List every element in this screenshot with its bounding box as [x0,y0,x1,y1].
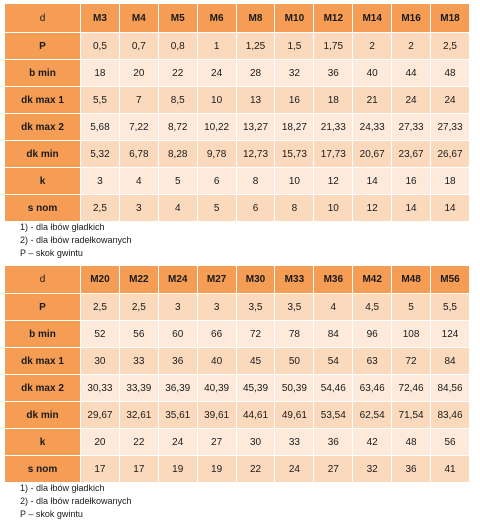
size-header: M36 [314,266,353,294]
table-cell: 53,54 [314,402,353,429]
table-cell: 96 [353,321,392,348]
table-row [5,402,470,429]
table-row [5,348,470,375]
table-cell: 54 [314,348,353,375]
table-cell: 52 [81,321,120,348]
table-cell: 24 [392,87,431,114]
footnote: 1) - dla łbów gładkich [20,483,105,493]
table-cell: 48 [392,429,431,456]
table-cell: 18,27 [275,114,314,141]
table-cell: 40,39 [197,375,236,402]
table-cell: 8,5 [158,87,197,114]
table-cell: 36 [158,348,197,375]
size-header: M18 [431,4,470,33]
row-label: s nom [5,195,81,222]
table-cell: 36 [314,429,353,456]
table-cell: 2,5 [119,294,158,321]
table-cell: 8 [275,195,314,222]
table-cell: 24 [275,456,314,483]
table-cell: 0,7 [119,33,158,60]
table-cell: 2,5 [81,294,120,321]
table-cell: 56 [119,321,158,348]
table-cell: 5,5 [431,294,470,321]
table-cell: 7 [119,87,158,114]
table-row [5,456,470,483]
size-header: M3 [81,4,120,33]
table-cell: 10 [197,87,236,114]
table-cell: 1,75 [314,33,353,60]
size-header: M8 [236,4,275,33]
table-cell: 5 [197,195,236,222]
footnote: 2) - dla łbów radełkowanych [20,496,132,506]
table-cell: 60 [158,321,197,348]
size-header: M6 [197,4,236,33]
table-cell: 32 [353,456,392,483]
table-cell: 63 [353,348,392,375]
table-cell: 5 [392,294,431,321]
table-cell: 20,67 [353,141,392,168]
table-cell: 36,39 [158,375,197,402]
table-cell: 22 [158,60,197,87]
table-cell: 27 [314,456,353,483]
table-cell: 36 [392,456,431,483]
column-header-d: d [5,266,81,294]
table-cell: 3,5 [275,294,314,321]
table-cell: 20 [81,429,120,456]
table-cell: 8 [236,168,275,195]
footnote: P – skok gwintu [20,509,83,519]
table-cell: 15,73 [275,141,314,168]
table-cell: 18 [81,60,120,87]
table-cell: 26,67 [431,141,470,168]
table-cell: 27 [197,429,236,456]
table-cell: 3,5 [236,294,275,321]
table-cell: 63,46 [353,375,392,402]
table-cell: 45,39 [236,375,275,402]
dimension-table-m3-m18 [4,3,470,222]
table-cell: 32,61 [119,402,158,429]
row-label: dk max 1 [5,348,81,375]
table-cell: 1 [197,33,236,60]
table-cell: 16 [392,168,431,195]
table-cell: 12,73 [236,141,275,168]
table-cell: 124 [431,321,470,348]
header-row [5,4,470,33]
size-header: M27 [197,266,236,294]
table-cell: 24,33 [353,114,392,141]
table-cell: 8,72 [158,114,197,141]
table-cell: 7,22 [119,114,158,141]
table-cell: 5 [158,168,197,195]
row-label: dk max 2 [5,375,81,402]
column-header-d: d [5,4,81,33]
table-cell: 17 [81,456,120,483]
table-cell: 10,22 [197,114,236,141]
table-cell: 42 [353,429,392,456]
table-cell: 49,61 [275,402,314,429]
table-cell: 29,67 [81,402,120,429]
table-cell: 5,5 [81,87,120,114]
header-row [5,266,470,294]
table-row [5,33,470,60]
size-header: M24 [158,266,197,294]
table-cell: 54,46 [314,375,353,402]
table-cell: 12 [314,168,353,195]
table-cell: 2 [392,33,431,60]
row-label: P [5,33,81,60]
table-cell: 9,78 [197,141,236,168]
size-header: M42 [353,266,392,294]
row-label: dk min [5,402,81,429]
table-cell: 40 [353,60,392,87]
table-cell: 108 [392,321,431,348]
table-cell: 33 [275,429,314,456]
table-row [5,87,470,114]
size-header: M5 [158,4,197,33]
table-cell: 6,78 [119,141,158,168]
table-cell: 44,61 [236,402,275,429]
table-cell: 1,5 [275,33,314,60]
table-row [5,168,470,195]
table-cell: 62,54 [353,402,392,429]
size-header: M14 [353,4,392,33]
table-cell: 14 [392,195,431,222]
size-header: M4 [119,4,158,33]
table-cell: 0,8 [158,33,197,60]
table-cell: 45 [236,348,275,375]
footnote: 2) - dla łbów radełkowanych [20,235,132,245]
table-cell: 44 [392,60,431,87]
table-cell: 8,28 [158,141,197,168]
table-cell: 13 [236,87,275,114]
size-header: M48 [392,266,431,294]
table-cell: 30 [236,429,275,456]
table-cell: 36 [314,60,353,87]
table-cell: 14 [353,168,392,195]
table-cell: 17,73 [314,141,353,168]
size-header: M30 [236,266,275,294]
row-label: s nom [5,456,81,483]
table-cell: 78 [275,321,314,348]
table-row [5,60,470,87]
table-cell: 12 [353,195,392,222]
table-cell: 3 [119,195,158,222]
table-cell: 24 [158,429,197,456]
table-cell: 83,46 [431,402,470,429]
table-cell: 10 [314,195,353,222]
row-label: P [5,294,81,321]
table-cell: 22 [119,429,158,456]
footnote: 1) - dla łbów gładkich [20,222,105,232]
table-cell: 66 [197,321,236,348]
table-cell: 5,32 [81,141,120,168]
table-cell: 27,33 [431,114,470,141]
row-label: k [5,168,81,195]
table-cell: 48 [431,60,470,87]
table-footnotes [20,221,132,260]
table-cell: 16 [275,87,314,114]
table-cell: 56 [431,429,470,456]
table-cell: 50,39 [275,375,314,402]
table-cell: 72 [392,348,431,375]
table-cell: 21,33 [314,114,353,141]
table-cell: 6 [197,168,236,195]
table-cell: 10 [275,168,314,195]
table-cell: 18 [431,168,470,195]
table-cell: 6 [236,195,275,222]
table-cell: 3 [158,294,197,321]
row-label: dk min [5,141,81,168]
table-cell: 1,25 [236,33,275,60]
table-cell: 17 [119,456,158,483]
table-cell: 19 [197,456,236,483]
table-cell: 33 [119,348,158,375]
dimension-table-m20-m56 [4,265,470,483]
row-label: b min [5,60,81,87]
table-cell: 5,68 [81,114,120,141]
table-cell: 32 [275,60,314,87]
table-cell: 21 [353,87,392,114]
table-cell: 2,5 [81,195,120,222]
table-cell: 71,54 [392,402,431,429]
table-cell: 28 [236,60,275,87]
footnote: P – skok gwintu [20,248,83,258]
table-row [5,195,470,222]
size-header: M12 [314,4,353,33]
table-cell: 19 [158,456,197,483]
table-cell: 0,5 [81,33,120,60]
table-cell: 2,5 [431,33,470,60]
size-header: M10 [275,4,314,33]
table-cell: 84,56 [431,375,470,402]
table-cell: 24 [431,87,470,114]
table-cell: 30,33 [81,375,120,402]
table-row [5,114,470,141]
row-label: dk max 2 [5,114,81,141]
size-header: M22 [119,266,158,294]
table-cell: 41 [431,456,470,483]
table-cell: 35,61 [158,402,197,429]
table-cell: 84 [314,321,353,348]
table-cell: 50 [275,348,314,375]
row-label: k [5,429,81,456]
table-cell: 84 [431,348,470,375]
table-cell: 72,46 [392,375,431,402]
table-cell: 2 [353,33,392,60]
table-cell: 20 [119,60,158,87]
size-header: M16 [392,4,431,33]
table-cell: 4 [314,294,353,321]
table-cell: 3 [197,294,236,321]
size-header: M33 [275,266,314,294]
table-row [5,429,470,456]
table-cell: 3 [81,168,120,195]
table-cell: 22 [236,456,275,483]
table-cell: 4 [119,168,158,195]
table-cell: 72 [236,321,275,348]
table-cell: 24 [197,60,236,87]
table-cell: 30 [81,348,120,375]
table-cell: 14 [431,195,470,222]
table-footnotes [20,482,132,521]
table-row [5,321,470,348]
table-cell: 27,33 [392,114,431,141]
table-cell: 40 [197,348,236,375]
row-label: b min [5,321,81,348]
row-label: dk max 1 [5,87,81,114]
table-cell: 39,61 [197,402,236,429]
table-cell: 33,39 [119,375,158,402]
table-cell: 4,5 [353,294,392,321]
size-header: M20 [81,266,120,294]
table-row [5,141,470,168]
table-cell: 4 [158,195,197,222]
size-header: M56 [431,266,470,294]
table-cell: 23,67 [392,141,431,168]
table-cell: 13,27 [236,114,275,141]
table-row [5,375,470,402]
table-cell: 18 [314,87,353,114]
table-row [5,294,470,321]
